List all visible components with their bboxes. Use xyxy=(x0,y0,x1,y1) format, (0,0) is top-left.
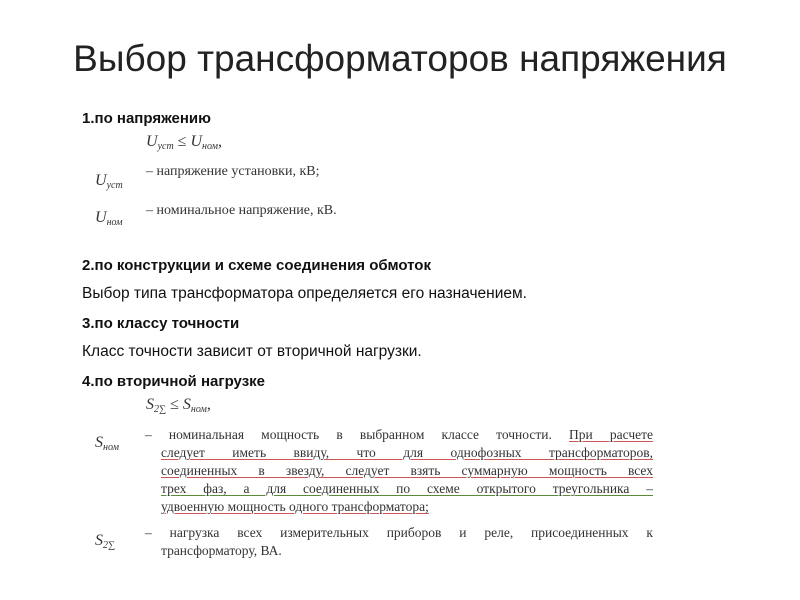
desc-line: – нагрузка всех измерительных приборов и реле, присоединенных к xyxy=(145,525,653,540)
load-formula xyxy=(146,396,211,415)
section-4-heading: 4.по вторичной нагрузке xyxy=(82,373,266,390)
symbol-s-2sum xyxy=(95,532,115,551)
s-nom-description xyxy=(145,426,653,516)
u-nom-description: – номинальное напряжение, кВ. xyxy=(146,203,337,218)
section-1-heading: 1.по напряжению xyxy=(82,110,211,127)
formula-punct: , xyxy=(217,133,222,150)
s-2sum-description xyxy=(145,524,653,560)
formula-symbol: U xyxy=(146,133,158,150)
formula-subscript: ном xyxy=(190,404,207,415)
desc-line: соединенных в звезду, следует взять суммарную мощность всех xyxy=(161,463,653,478)
formula-punct: , xyxy=(206,396,211,413)
desc-line xyxy=(145,426,653,444)
u-ust-description: – напряжение установки, кВ; xyxy=(146,164,320,179)
desc-text-underlined: При расчете xyxy=(568,427,653,442)
formula-operator: ≤ xyxy=(166,396,183,413)
symbol-subscript: 2∑ xyxy=(103,540,116,551)
section-2-text: Выбор типа трансформатора определяется его назначением. xyxy=(82,285,527,302)
symbol-u-nom xyxy=(95,209,123,228)
symbol-letter: S xyxy=(95,434,103,451)
symbol-subscript: ном xyxy=(106,217,123,228)
section-2-heading: 2.по конструкции и схеме соединения обмоток xyxy=(82,257,431,274)
formula-subscript: ном xyxy=(202,141,218,152)
desc-text: – номинальная мощность в выбранном классе точности. xyxy=(145,427,569,442)
slide-title: Выбор трансформаторов напряжения xyxy=(73,38,727,79)
desc-line: удвоенную мощность одного трансформатора; xyxy=(161,499,429,514)
formula-symbol: U xyxy=(190,133,203,150)
voltage-formula xyxy=(146,133,222,152)
formula-subscript: 2∑ xyxy=(154,404,167,415)
formula-operator: ≤ xyxy=(173,133,191,150)
section-3-heading: 3.по классу точности xyxy=(82,315,240,332)
formula-symbol: S xyxy=(182,396,191,413)
desc-line: трансформатору, ВА. xyxy=(161,543,282,558)
formula-subscript: уст xyxy=(157,141,174,152)
symbol-subscript: ном xyxy=(103,442,119,453)
symbol-letter: S xyxy=(95,532,103,549)
desc-line: трех фаз, а для соединенных по схеме открытого треугольника – xyxy=(161,481,653,496)
desc-line: следует иметь ввиду, что для однофозных трансформаторов, xyxy=(161,445,653,460)
symbol-u-ust xyxy=(95,172,123,191)
symbol-letter: U xyxy=(95,172,107,189)
symbol-s-nom xyxy=(95,434,119,453)
symbol-subscript: уст xyxy=(106,180,123,191)
formula-symbol: S xyxy=(146,396,154,413)
symbol-letter: U xyxy=(95,209,107,226)
section-3-text: Класс точности зависит от вторичной нагрузки. xyxy=(82,343,422,360)
